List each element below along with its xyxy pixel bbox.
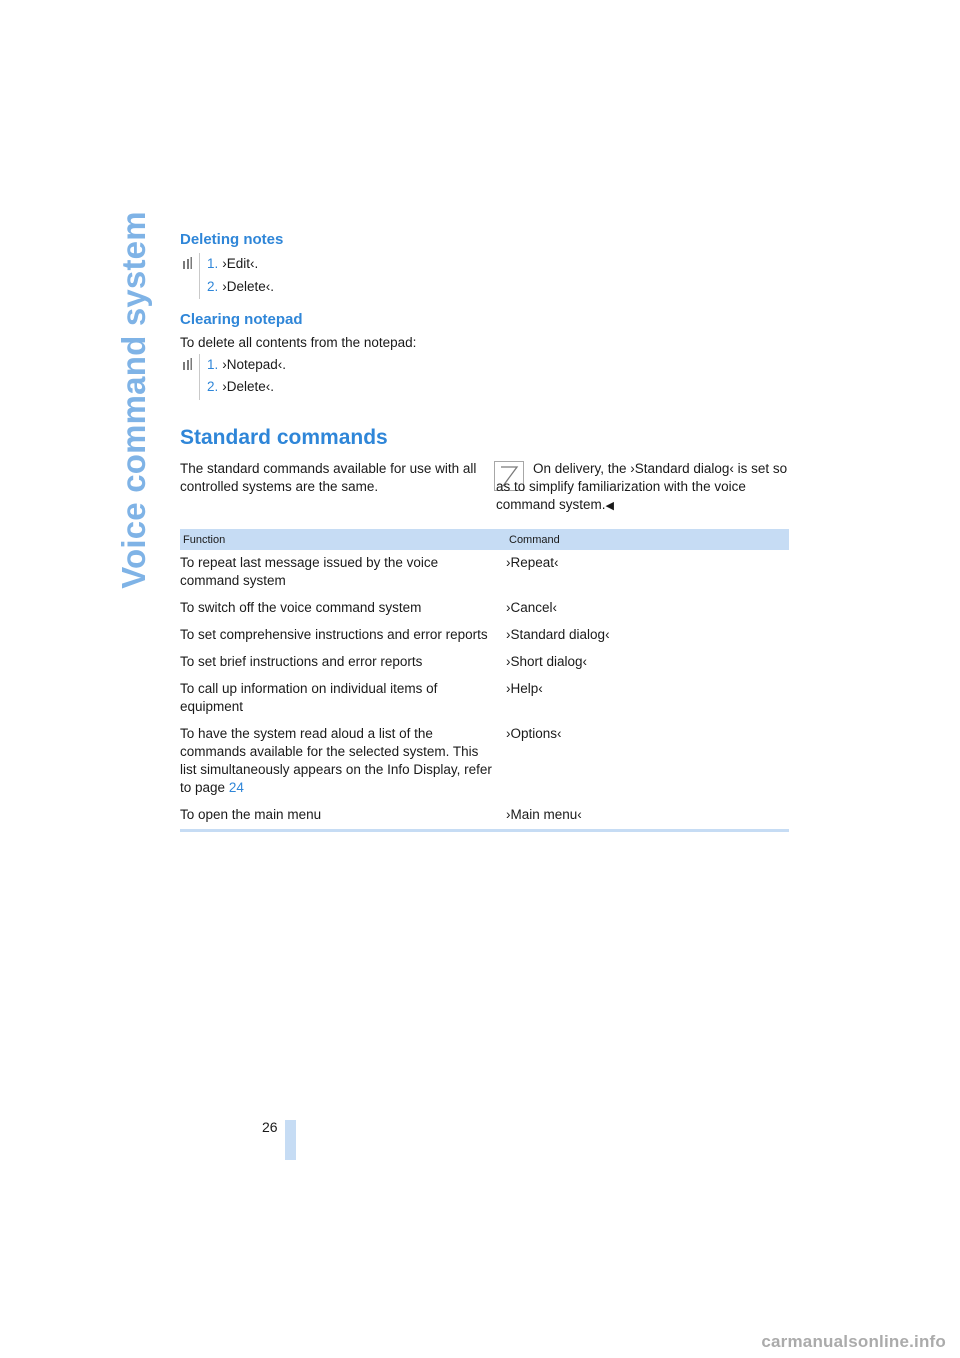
step-number: 2.	[207, 279, 219, 294]
step-1	[207, 256, 258, 271]
voice-speaker-icon	[180, 356, 196, 372]
commands-table	[180, 529, 789, 832]
side-title	[114, 211, 154, 589]
step-text: ›Edit‹.	[222, 256, 259, 271]
command-cell: ›Options‹	[506, 726, 562, 741]
standard-commands-intro: The standard commands available for use with all controlled systems are the same.	[180, 461, 477, 494]
page-marker-bar	[285, 1120, 296, 1160]
table-header-row	[180, 529, 789, 550]
steps-divider	[199, 253, 200, 299]
command-cell: ›Main menu‹	[506, 802, 789, 831]
table-row	[180, 649, 789, 676]
table-row	[180, 721, 789, 802]
function-cell: To open the main menu	[180, 802, 506, 831]
function-cell: To repeat last message issued by the voice command system	[180, 555, 439, 588]
command-cell: ›Cancel‹	[506, 600, 558, 615]
side-title-text: Voice command system	[115, 211, 153, 589]
end-mark: ◀	[605, 500, 614, 512]
table-row	[180, 550, 789, 595]
step-number: 1.	[207, 256, 219, 271]
table-row	[180, 595, 789, 622]
page-number: 26	[262, 1119, 278, 1135]
step-text: ›Delete‹.	[222, 279, 275, 294]
command-cell: ›Short dialog‹	[506, 654, 588, 669]
step-text: ›Notepad‹.	[222, 357, 287, 372]
command-cell: ›Repeat‹	[506, 555, 559, 570]
command-cell: ›Standard dialog‹	[506, 627, 610, 642]
step-text: ›Delete‹.	[222, 379, 275, 394]
standard-dialog-note	[496, 460, 788, 515]
voice-speaker-icon	[180, 255, 196, 271]
clearing-notepad-intro: To delete all contents from the notepad:	[180, 335, 417, 350]
heading-deleting-notes: Deleting notes	[180, 231, 284, 248]
steps-divider	[199, 354, 200, 400]
function-cell: To set comprehensive instructions and error reports	[180, 627, 488, 642]
table-row	[180, 802, 789, 831]
function-cell: To switch off the voice command system	[180, 600, 422, 615]
function-cell: To set brief instructions and error reports	[180, 654, 423, 669]
page-link[interactable]: 24	[228, 780, 244, 795]
note-text: On delivery, the ›Standard dialog‹ is set so as to simplify familiarization with the voice command system.	[496, 461, 788, 512]
step-2	[207, 279, 274, 294]
heading-clearing-notepad: Clearing notepad	[180, 311, 303, 328]
step-number: 1.	[207, 357, 219, 372]
function-cell: To call up information on individual items of equipment	[180, 681, 438, 714]
watermark: carmanualsonline.info	[761, 1332, 946, 1351]
table-row	[180, 622, 789, 649]
function-cell	[180, 721, 506, 802]
step-1	[207, 357, 286, 372]
col-header-function: Function	[180, 529, 506, 550]
command-cell: ›Help‹	[506, 681, 543, 696]
function-text: To have the system read aloud a list of the commands available for the selected system. This list simultaneously appears on the Info Display, refer to page	[180, 726, 492, 795]
heading-standard-commands: Standard commands	[180, 426, 388, 449]
table-row	[180, 676, 789, 721]
step-number: 2.	[207, 379, 219, 394]
col-header-command: Command	[506, 529, 789, 550]
step-2	[207, 379, 274, 394]
